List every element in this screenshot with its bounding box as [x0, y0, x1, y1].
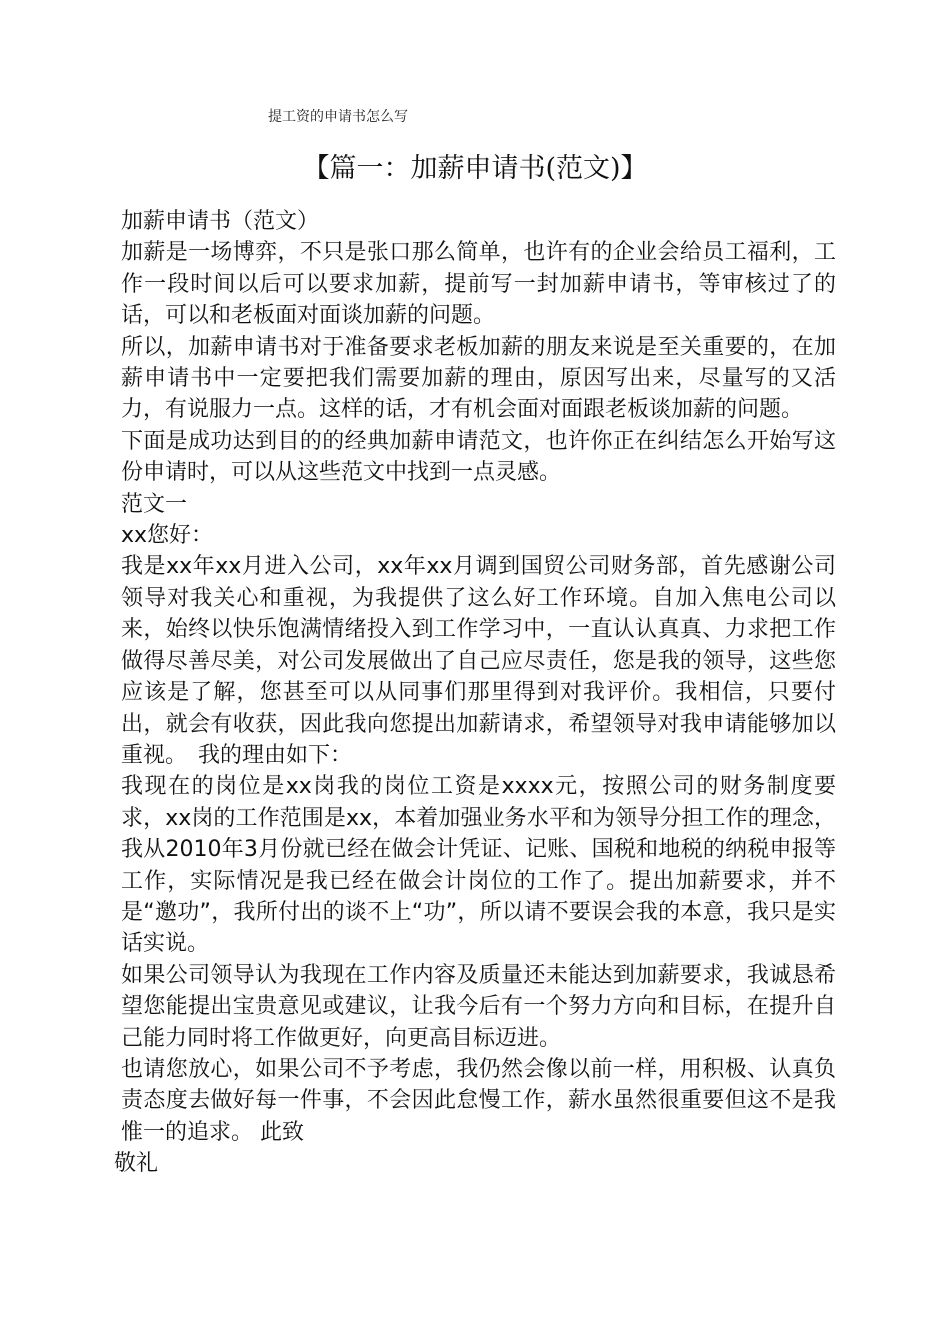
paragraph-lead-in: 下面是成功达到目的的经典加薪申请范文，也许你正在纠结怎么开始写这份申请时，可以从这些范文中找到一点灵感。	[121, 428, 836, 486]
paragraph-feedback: 如果公司领导认为我现在工作内容及质量还未能达到加薪要求，我诚恳希望您能提出宝贵意见或建议，让我今后有一个努力方向和目标，在提升自己能力同时将工作做更好，向更高目标迈进。	[121, 962, 836, 1051]
paragraph-intro: 加薪是一场博弈，不只是张口那么简单，也许有的企业会给员工福利，工作一段时间以后可以要求加薪，提前写一封加薪申请书，等审核过了的话，可以和老板面对面谈加薪的问题。	[121, 240, 836, 329]
paragraph-importance: 所以，加薪申请书对于准备要求老板加薪的朋友来说是至关重要的，在加薪申请书中一定要把我们需要加薪的理由，原因写出来，尽量写的又活力，有说服力一点。这样的话，才有机会面对面跟老板谈加薪的问题。	[121, 334, 836, 423]
header-note: 提工资的申请书怎么写	[268, 109, 408, 125]
paragraph-assurance: 也请您放心，如果公司不予考虑，我仍然会像以前一样，用积极、认真负责态度去做好每一件事，不会因此怠慢工作，薪水虽然很重要但这不是我惟一的追求。 此致	[121, 1056, 836, 1145]
paragraph-self-intro: 我是xx年xx月进入公司，xx年xx月调到国贸公司财务部，首先感谢公司领导对我关心和重视，为我提供了这么好工作环境。自加入焦电公司以来，始终以快乐饱满情绪投入到工作学习中，一直认认真真、力求把工作做得尽善尽美，对公司发展做出了自己应尽责任，您是我的领导，这些您应该是了解，您甚至可以从同事们那里得到对我评价。我相信，只要付出，就会有收获，因此我向您提出加薪请求，希望领导对我申请能够加以重视。 我的理由如下：	[121, 554, 836, 768]
document-body	[114, 206, 836, 1180]
closing-regards: 敬礼	[114, 1151, 159, 1177]
salutation: xx您好：	[121, 523, 214, 549]
subtitle-line: 加薪申请书（范文）	[121, 209, 320, 234]
sample-heading: 范文一	[121, 491, 188, 517]
paragraph-reasons: 我现在的岗位是xx岗我的岗位工资是xxxx元，按照公司的财务制度要求，xx岗的工作范围是xx，本着加强业务水平和为领导分担工作的理念，我从2010年3月份就已经在做会计凭证、记账、国税和地税的纳税申报等工作，实际情况是我已经在做会计岗位的工作了。提出加薪要求，并不是“邀功”，我所付出的谈不上“功”，所以请不要误会我的本意，我只是实话实说。	[121, 774, 836, 957]
document-title: 【篇一：加薪申请书(范文)】	[302, 153, 648, 184]
